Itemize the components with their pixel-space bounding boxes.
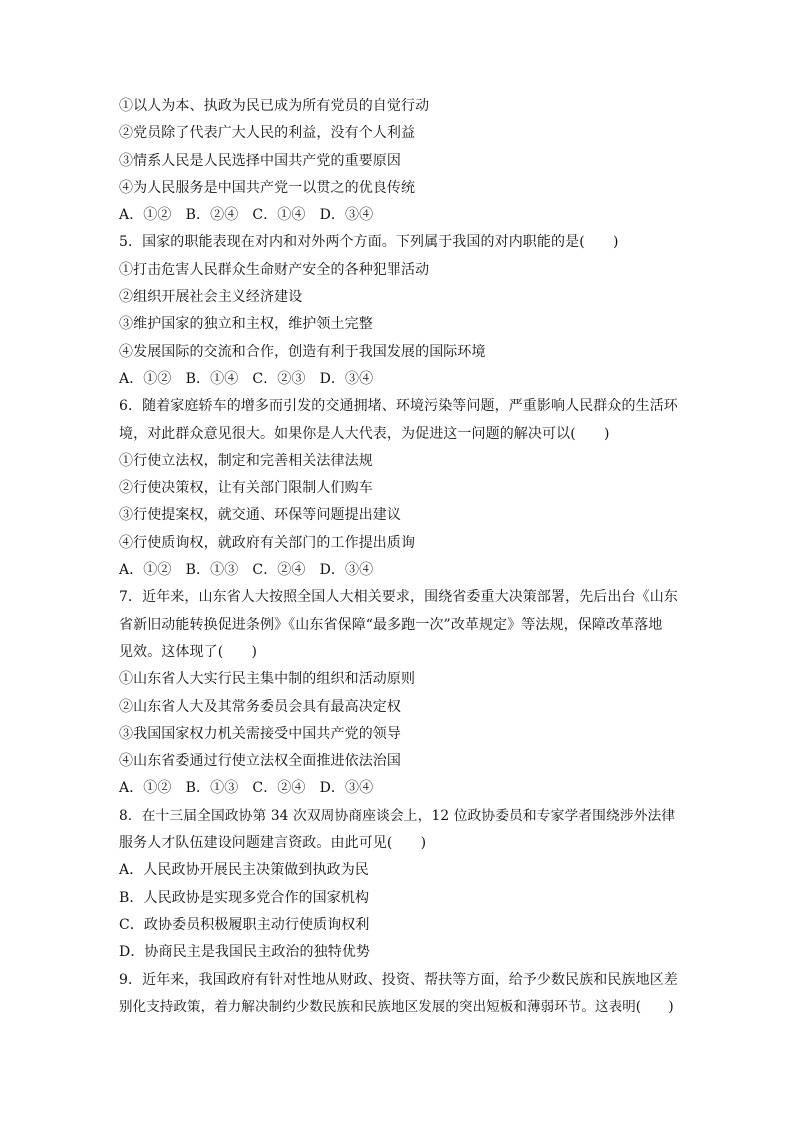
option-line: ④山东省委通过行使立法权全面推进依法治国 — [119, 753, 401, 770]
question-stem: 别化支持政策，着力解决制约少数民族和民族地区发展的突出短板和薄弱环节。这表明( ) — [119, 998, 674, 1015]
option-line: ④为人民服务是中国共产党一以贯之的优良传统 — [119, 179, 416, 196]
option-line: B．人民政协是实现多党合作的国家机构 — [119, 889, 370, 906]
answer-choices: A．①② B．①③ C．②④ D．③④ — [119, 780, 374, 797]
answer-choices: A．①② B．①③ C．②④ D．③④ — [119, 562, 374, 579]
option-line: ②组织开展社会主义经济建设 — [119, 289, 303, 306]
question-stem: 8．在十三届全国政协第 34 次双周协商座谈会上，12 位政协委员和专家学者围绕涉外法律 — [119, 807, 676, 824]
option-line: ②山东省人大及其常务委员会具有最高决定权 — [119, 698, 401, 715]
option-line: ④发展国际的交流和合作，创造有利于我国发展的国际环境 — [119, 343, 486, 360]
question-text-block — [119, 93, 679, 1021]
question-stem: 6．随着家庭轿车的增多而引发的交通拥堵、环境污染等问题，严重影响人民群众的生活环 — [119, 398, 678, 415]
question-stem: 见效。这体现了( ) — [119, 643, 258, 660]
question-stem: 服务人才队伍建设问题建言资政。由此可见( ) — [119, 835, 427, 852]
option-line: ③维护国家的独立和主权，维护领土完整 — [119, 316, 373, 333]
question-stem: 5．国家的职能表现在对内和对外两个方面。下列属于我国的对内职能的是( ) — [119, 234, 619, 251]
option-line: ①行使立法权，制定和完善相关法律法规 — [119, 452, 373, 469]
option-line: ①山东省人大实行民主集中制的组织和活动原则 — [119, 671, 416, 688]
question-stem: 9．近年来，我国政府有针对性地从财政、投资、帮扶等方面，给予少数民族和民族地区差 — [119, 971, 678, 988]
option-line: D．协商民主是我国民主政治的独特优势 — [119, 944, 371, 961]
answer-choices: A．①② B．①④ C．②③ D．③④ — [119, 370, 374, 387]
option-line: ③情系人民是人民选择中国共产党的重要原因 — [119, 152, 401, 169]
option-line: ②党员除了代表广大人民的利益，没有个人利益 — [119, 125, 416, 142]
option-line: A．人民政协开展民主决策做到执政为民 — [119, 862, 369, 879]
question-stem: 省新旧动能转换促进条例》《山东省保障“最多跑一次”改革规定》等法规，保障改革落地 — [119, 616, 663, 633]
option-line: ②行使决策权，让有关部门限制人们购车 — [119, 480, 373, 497]
question-stem: 境，对此群众意见很大。如果你是人大代表，为促进这一问题的解决可以( ) — [119, 425, 610, 442]
answer-choices: A．①② B．②④ C．①④ D．③④ — [119, 207, 374, 224]
option-line: C．政协委员积极履职主动行使质询权利 — [119, 916, 370, 933]
option-line: ①以人为本、执政为民已成为所有党员的自觉行动 — [119, 98, 430, 114]
question-stem: 7．近年来，山东省人大按照全国人大相关要求，围绕省委重大决策部署，先后出台《山东 — [119, 589, 678, 606]
option-line: ④行使质询权，就政府有关部门的工作提出质询 — [119, 534, 416, 551]
option-line: ①打击危害人民群众生命财产安全的各种犯罪活动 — [119, 261, 430, 278]
option-line: ③我国国家权力机关需接受中国共产党的领导 — [119, 725, 401, 742]
option-line: ③行使提案权，就交通、环保等问题提出建议 — [119, 507, 401, 524]
